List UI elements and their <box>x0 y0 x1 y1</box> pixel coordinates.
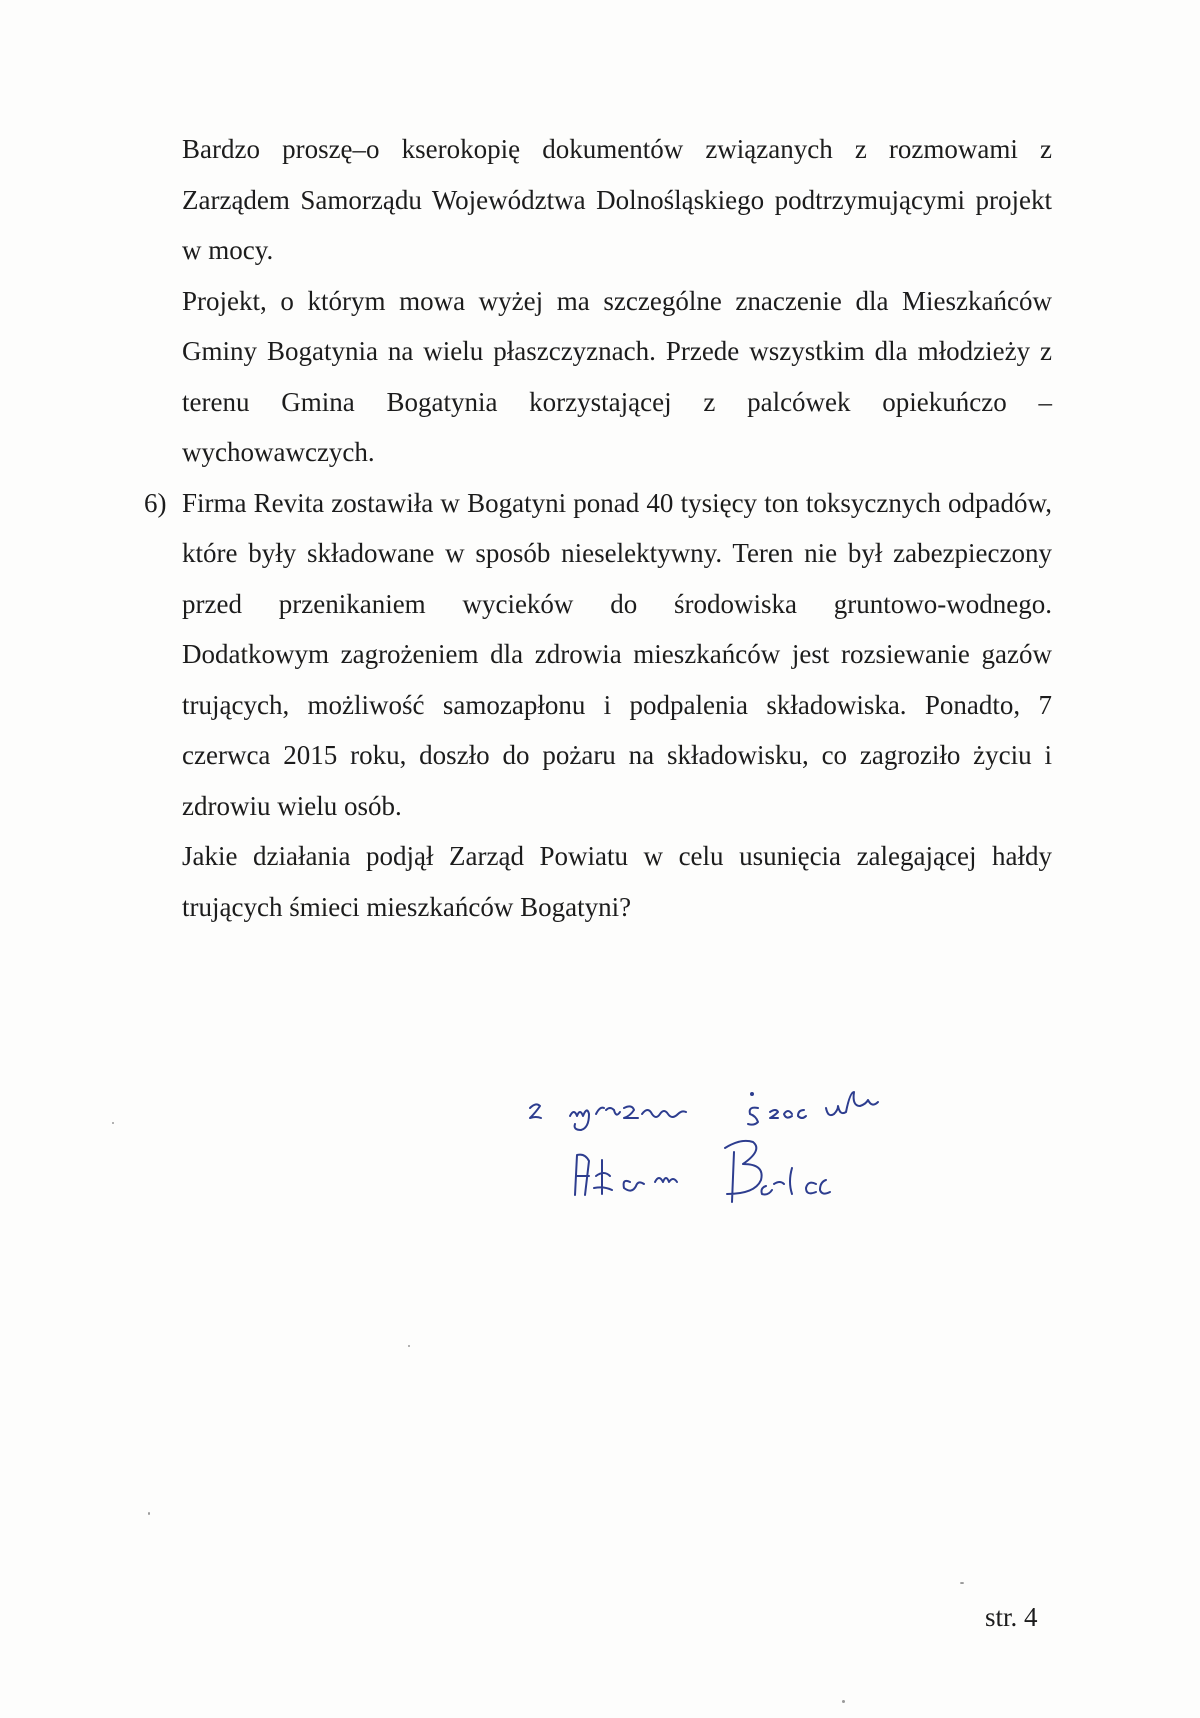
signature-icon <box>520 1090 1040 1220</box>
item-number: 6) <box>144 487 167 518</box>
page-number: str. 4 <box>985 1602 1038 1632</box>
paragraph-question: Jakie działania podjął Zarząd Powiatu w celu usunięcia zalegającej hałdy trujących śmieci mieszkańców Bogatyni? <box>182 841 1052 922</box>
item-text: Firma Revita zostawiła w Bogatyni ponad 40 tysięcy ton toksycznych odpadów, które były składowane w sposób nieselektywny. Teren nie był zabezpieczony przed przenikaniem wycieków do środowiska gruntowo-wodnego. Dodatkowym zagrożeniem dla zdrowia mieszkańców jest rozsiewanie gazów trujących, możliwość samozapłonu i podpalenia składowiska. Ponadto, 7 czerwca 2015 roku, doszło do pożaru na składowisku, co zagroziło życiu i zdrowiu wielu osób. <box>182 487 1052 821</box>
scan-speck <box>842 1700 845 1703</box>
scan-speck <box>148 1512 150 1515</box>
paragraph-project: Projekt, o którym mowa wyżej ma szczególne znaczenie dla Mieszkańców Gminy Bogatynia na wielu płaszczyznach. Przede wszystkim dla młodzieży z terenu Gmina Bogatynia korzystającej z palcówek opiekuńczo – wychowawczych. <box>182 285 1052 467</box>
numbered-item-6 <box>144 478 1052 832</box>
paragraph-request: Bardzo proszę–o kserokopię dokumentów związanych z rozmowami z Zarządem Samorządu Województwa Dolnośląskiego podtrzymującymi projekt w mocy. <box>182 134 1052 265</box>
scan-speck <box>960 1582 964 1584</box>
scan-speck <box>112 1122 114 1124</box>
handwritten-signature <box>520 1090 1040 1220</box>
scan-speck <box>408 1345 410 1347</box>
document-body <box>144 124 1052 932</box>
